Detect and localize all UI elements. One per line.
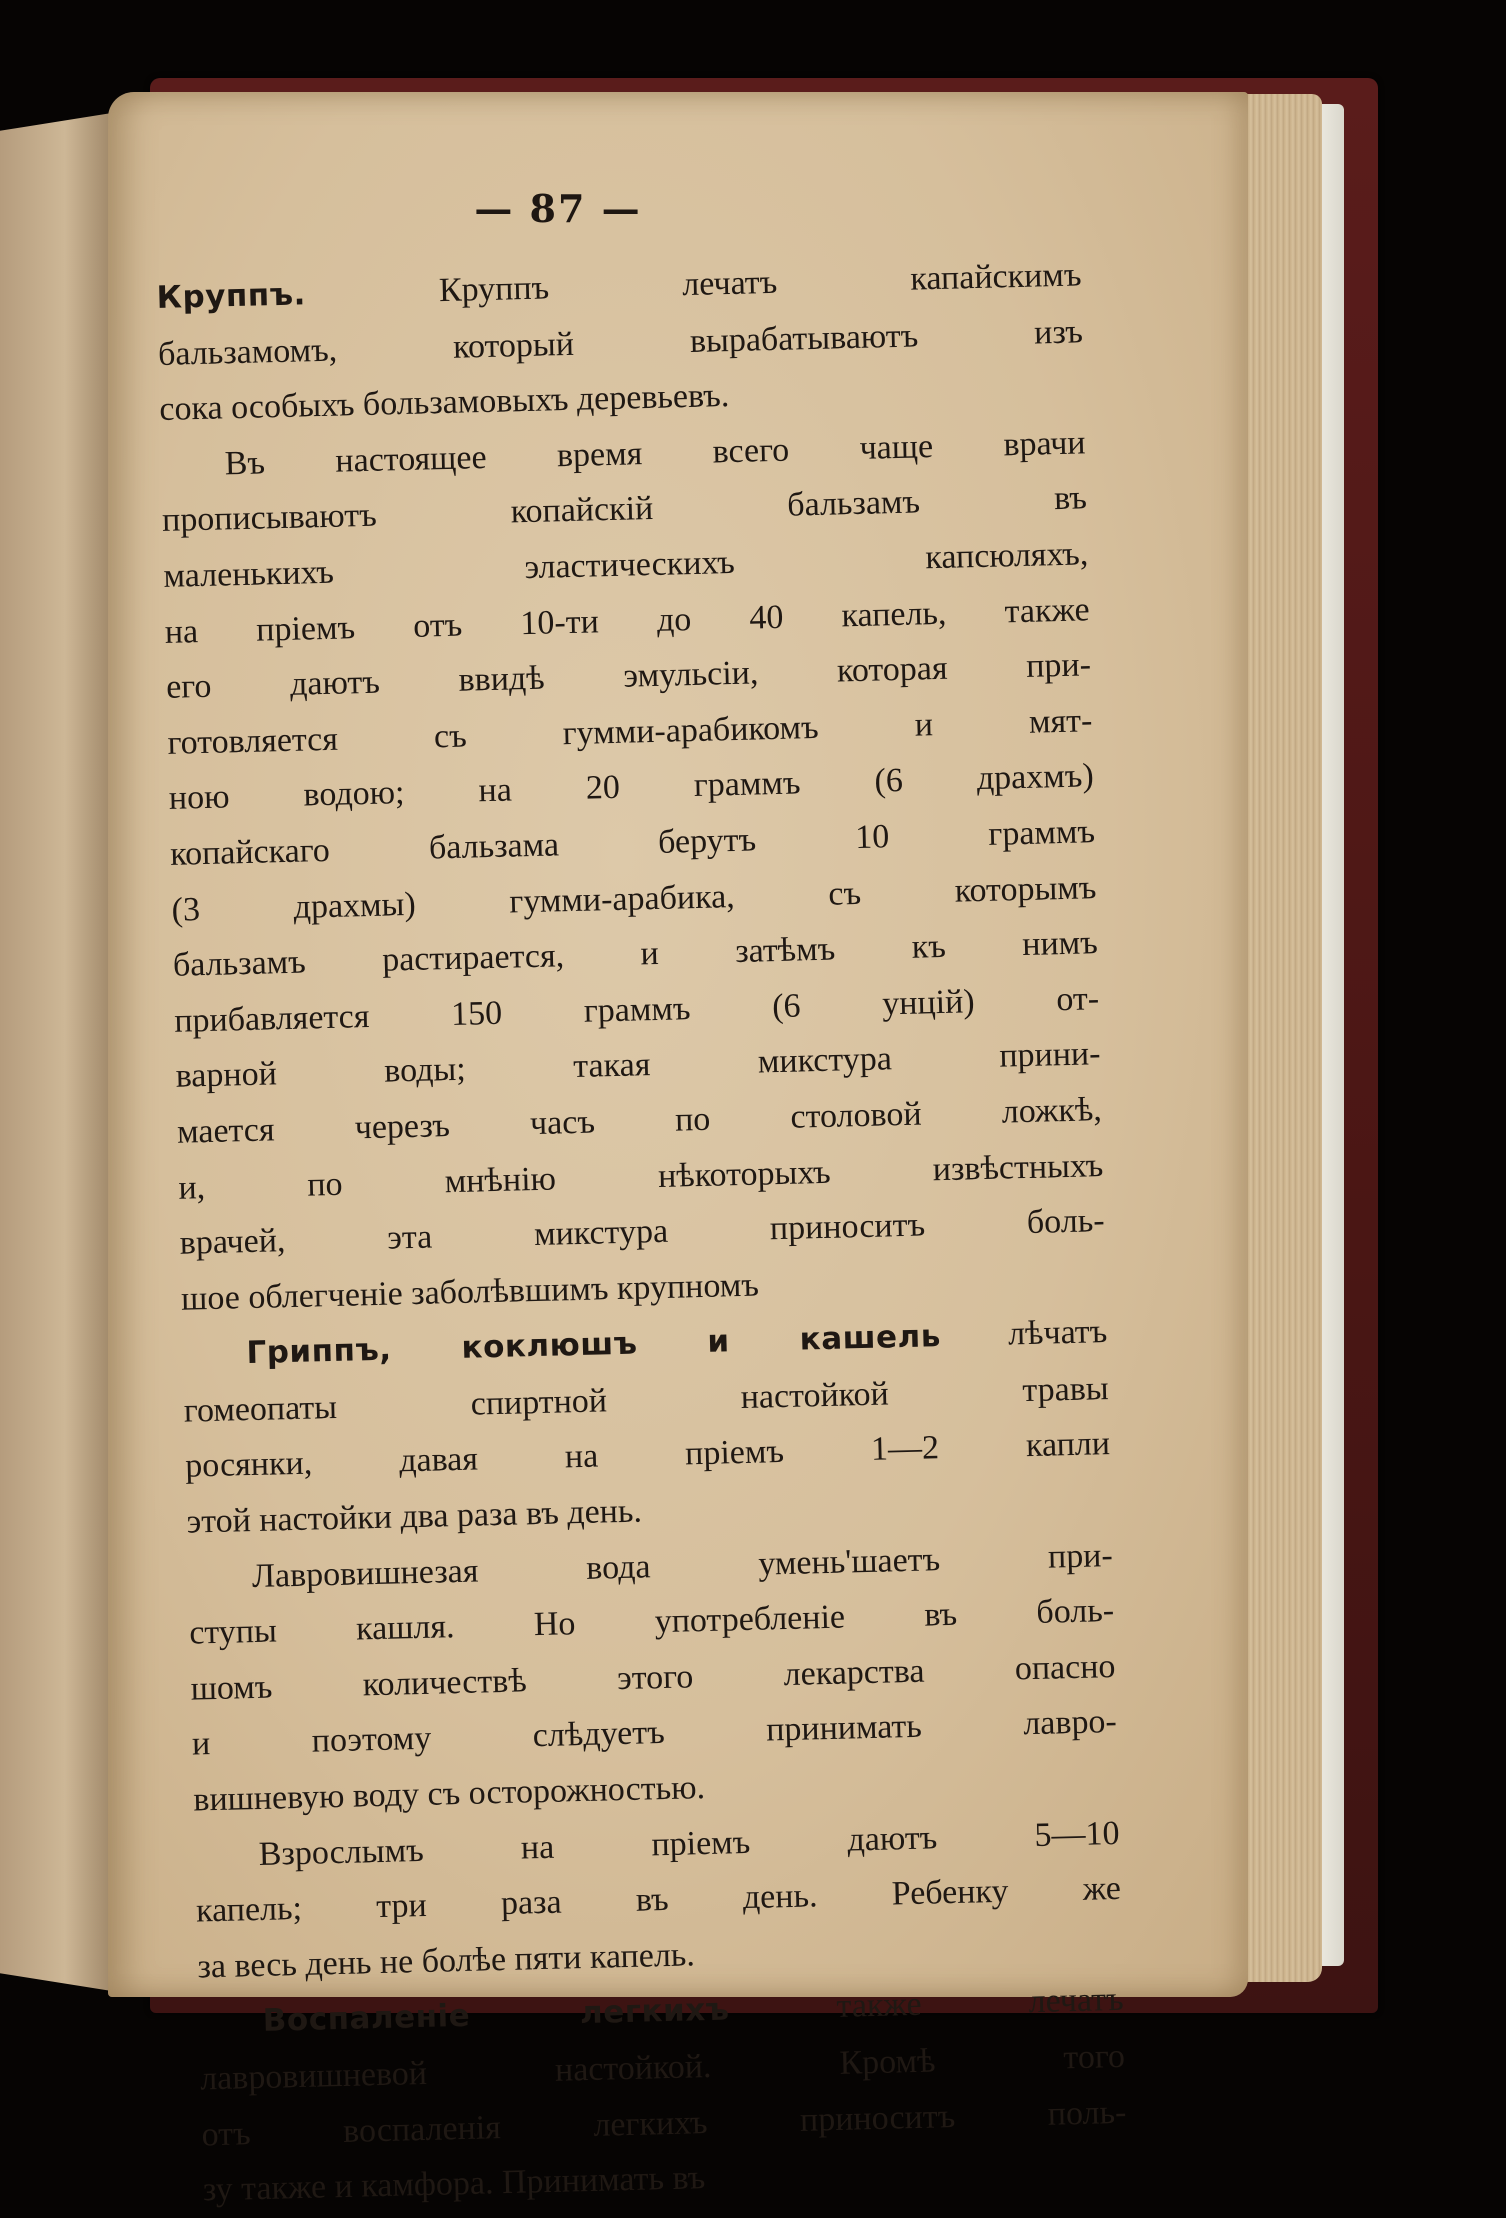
line-text: прописываютъ копайскій бальзамъ въ xyxy=(161,479,1088,540)
bold-term: Круппъ. xyxy=(156,276,307,316)
line-text: этой настойки два раза въ день. xyxy=(186,1492,643,1541)
line-text: шое облегченіе заболѣвшимъ крупномъ xyxy=(180,1266,760,1318)
line-text: варной воды; такая микстура прини- xyxy=(175,1035,1101,1096)
line-text: бальзамомъ, который вырабатываютъ изъ xyxy=(157,312,1084,373)
page-edges xyxy=(1236,94,1322,1982)
line-text: также лечатъ xyxy=(729,1981,1125,2028)
line-text: ною водою; на 20 граммъ (6 драхмъ) xyxy=(168,757,1095,818)
paragraph xyxy=(194,1806,1123,1995)
line-text: отъ воспаленія легкихъ приноситъ поль- xyxy=(201,2093,1127,2154)
line-text: сока особыхъ бользамовыхъ деревьевъ. xyxy=(158,377,730,429)
page-number: — 87 — xyxy=(474,186,642,231)
line-text: лѣчатъ xyxy=(940,1313,1108,1355)
line-text: Круппъ лечатъ капайскимъ xyxy=(305,256,1082,313)
paragraph xyxy=(156,247,1085,437)
paragraph xyxy=(182,1304,1112,1550)
line-text: гомеопаты спиртной настойкой травы xyxy=(183,1369,1110,1430)
line-text: готовляется съ гумми-арабикомъ и мят- xyxy=(167,702,1093,762)
line-text: Въ настоящее время всего чаще врачи xyxy=(224,424,1086,483)
line-text: Взрослымъ на пріемъ даютъ 5—10 xyxy=(258,1814,1120,1873)
line-text: и поэтому слѣдуетъ принимать лавро- xyxy=(191,1703,1118,1763)
line-text: за весь день не болѣе пяти капель. xyxy=(197,1936,696,1986)
line-text: прибавляется 150 граммъ (6 унцій) от- xyxy=(173,979,1100,1040)
line-text: и, по мнѣнію нѣкоторыхъ извѣстныхъ xyxy=(177,1146,1104,1207)
line-text: капель; три раза въ день. Ребенку же xyxy=(195,1870,1122,1930)
paragraph xyxy=(187,1528,1119,1828)
line-text: лавровишневой настойкой. Кромѣ того xyxy=(199,2037,1126,2098)
line-text: зу также и камфора. Принимать въ xyxy=(202,2159,706,2209)
bold-term: Воспаленіе легкихъ xyxy=(262,1991,730,2040)
bold-term: Гриппъ, коклюшъ и кашель xyxy=(246,1318,942,1372)
page-text xyxy=(156,247,1128,2218)
paragraph xyxy=(198,1972,1128,2218)
line-text: росянки, давая на пріемъ 1—2 капли xyxy=(184,1425,1111,1486)
paragraph xyxy=(160,415,1106,1327)
line-text: вишневую воду съ осторожностью. xyxy=(192,1769,706,1819)
line-text: шомъ количествѣ этого лекарства опасно xyxy=(190,1647,1116,1708)
line-text: мается черезъ часъ по столовой ложкѣ, xyxy=(176,1091,1103,1151)
left-facing-page xyxy=(0,112,118,1992)
line-text: Лавровишнезая вода умень'шаетъ при- xyxy=(251,1536,1114,1595)
book-page xyxy=(108,92,1248,2209)
line-text: его даютъ ввидѣ эмульсіи, которая при- xyxy=(165,646,1092,707)
line-text: маленькихъ эластическихъ капсюляхъ, xyxy=(163,535,1089,595)
line-text: врачей, эта микстура приноситъ боль- xyxy=(179,1202,1105,1262)
line-text: (3 драхмы) гумми-арабика, съ которымъ xyxy=(171,868,1097,929)
line-text: ступы кашля. Но употребленіе въ боль- xyxy=(188,1592,1115,1652)
line-text: бальзамъ растирается, и затѣмъ къ нимъ xyxy=(172,924,1099,984)
line-text: копайскаго бальзама берутъ 10 граммъ xyxy=(169,813,1096,873)
line-text: на пріемъ отъ 10-ти до 40 капель, также xyxy=(164,590,1091,651)
